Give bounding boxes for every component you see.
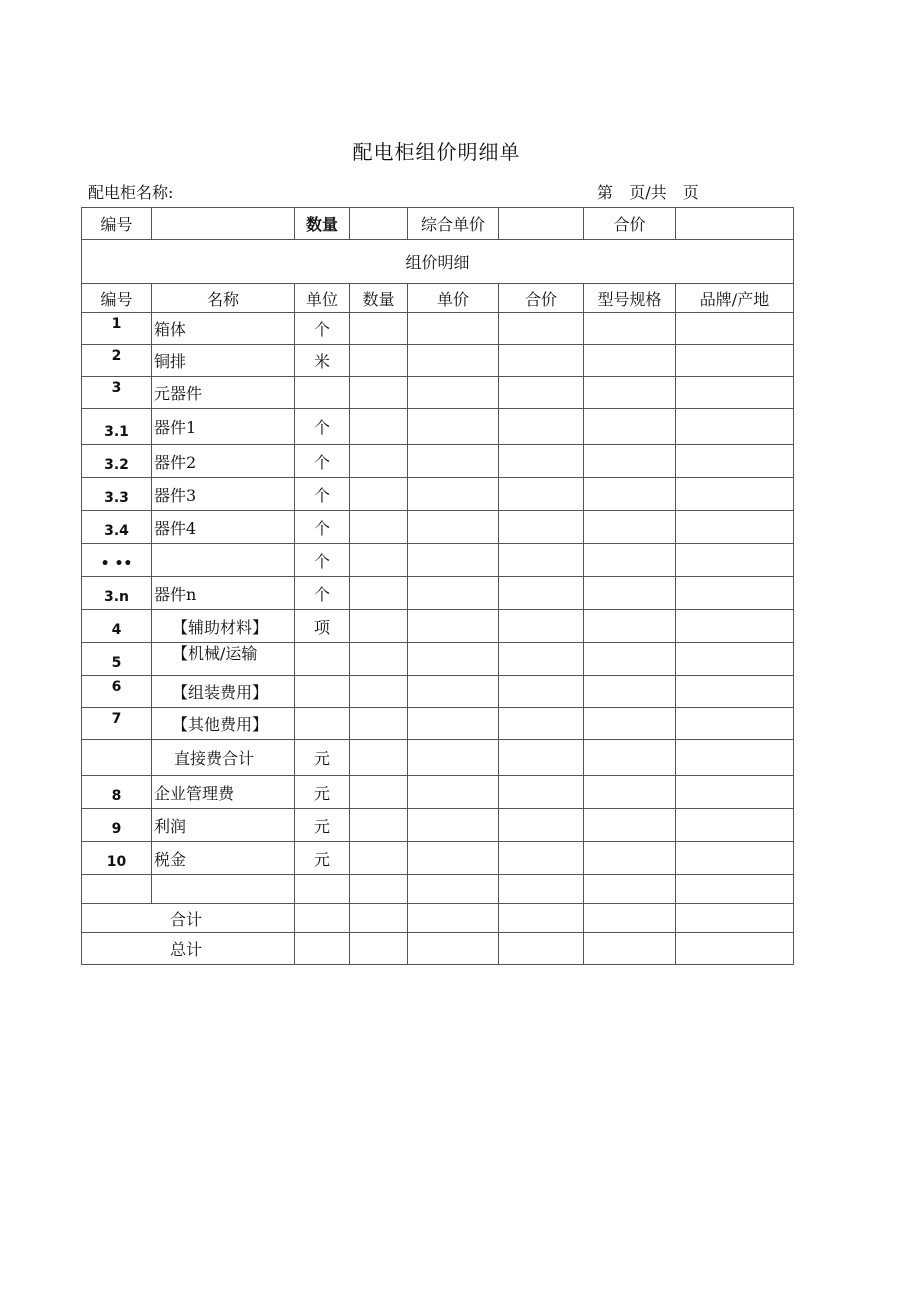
row-unit-price[interactable] [408, 875, 499, 904]
row-unit: 个 [295, 409, 350, 445]
table-row [82, 478, 794, 511]
col-header-brand-origin: 品牌/产地 [676, 284, 794, 313]
row-total[interactable] [499, 610, 584, 643]
row-qty[interactable] [350, 478, 408, 511]
table-row [82, 445, 794, 478]
row-qty[interactable] [350, 842, 408, 875]
grand-total-unit-price[interactable] [408, 933, 499, 965]
table-row [82, 740, 794, 776]
row-total[interactable] [499, 478, 584, 511]
row-name: 箱体 [152, 313, 295, 345]
row-brand-origin[interactable] [676, 345, 794, 377]
row-total[interactable] [499, 345, 584, 377]
row-unit: 个 [295, 313, 350, 345]
row-qty[interactable] [350, 740, 408, 776]
grand-total-brand-origin[interactable] [676, 933, 794, 965]
page-suffix: 页 [682, 183, 699, 202]
row-total[interactable] [499, 511, 584, 544]
grand-total-unit[interactable] [295, 933, 350, 965]
row-model-spec[interactable] [584, 345, 676, 377]
row-no: • •• [82, 544, 152, 577]
summary-total-value[interactable] [676, 208, 794, 240]
row-total[interactable] [499, 842, 584, 875]
row-unit-price[interactable] [408, 610, 499, 643]
row-total[interactable] [499, 875, 584, 904]
row-unit [295, 676, 350, 708]
row-qty[interactable] [350, 445, 408, 478]
page-title: 配电柜组价明细单 [352, 140, 521, 164]
cost-detail-table [81, 207, 794, 965]
row-unit [295, 643, 350, 676]
subtotal-model-spec[interactable] [584, 904, 676, 933]
row-no: 3.4 [82, 511, 152, 544]
row-total[interactable] [499, 377, 584, 409]
row-brand-origin[interactable] [676, 478, 794, 511]
table-row [82, 577, 794, 610]
row-qty[interactable] [350, 511, 408, 544]
row-no [82, 740, 152, 776]
col-header-model-spec: 型号规格 [584, 284, 676, 313]
row-unit-price[interactable] [408, 740, 499, 776]
row-brand-origin[interactable] [676, 875, 794, 904]
row-unit: 个 [295, 478, 350, 511]
col-header-total: 合价 [499, 284, 584, 313]
row-qty[interactable] [350, 610, 408, 643]
row-unit: 个 [295, 445, 350, 478]
row-brand-origin[interactable] [676, 676, 794, 708]
row-name: 利润 [152, 809, 295, 842]
row-name: 器件2 [152, 445, 295, 478]
row-no: 3.n [82, 577, 152, 610]
row-total[interactable] [499, 544, 584, 577]
row-total[interactable] [499, 643, 584, 676]
row-model-spec[interactable] [584, 377, 676, 409]
row-no [82, 875, 152, 904]
row-unit-price[interactable] [408, 842, 499, 875]
row-no: 5 [82, 643, 152, 676]
row-qty[interactable] [350, 776, 408, 809]
row-total[interactable] [499, 708, 584, 740]
table-row [82, 409, 794, 445]
row-brand-origin[interactable] [676, 842, 794, 875]
row-unit-price[interactable] [408, 676, 499, 708]
row-qty[interactable] [350, 676, 408, 708]
row-name: 直接费合计 [152, 740, 295, 776]
summary-no-label: 编号 [82, 208, 152, 240]
col-header-unit: 单位 [295, 284, 350, 313]
row-model-spec[interactable] [584, 875, 676, 904]
row-unit-price[interactable] [408, 313, 499, 345]
row-name: 器件4 [152, 511, 295, 544]
row-no: 10 [82, 842, 152, 875]
row-qty[interactable] [350, 377, 408, 409]
row-unit: 元 [295, 776, 350, 809]
subtotal-unit-price[interactable] [408, 904, 499, 933]
column-header-row [82, 284, 794, 313]
row-unit-price[interactable] [408, 776, 499, 809]
row-brand-origin[interactable] [676, 577, 794, 610]
row-unit [295, 875, 350, 904]
row-qty[interactable] [350, 809, 408, 842]
subtotal-unit[interactable] [295, 904, 350, 933]
row-no: 3 [82, 377, 152, 409]
subtotal-row [82, 904, 794, 933]
row-model-spec[interactable] [584, 740, 676, 776]
summary-qty-value[interactable] [350, 208, 408, 240]
grand-total-label: 总计 [82, 933, 295, 965]
row-total[interactable] [499, 577, 584, 610]
table-row [82, 377, 794, 409]
row-name: 【机械/运输 [152, 643, 295, 676]
row-unit: 项 [295, 610, 350, 643]
row-model-spec[interactable] [584, 610, 676, 643]
row-model-spec[interactable] [584, 676, 676, 708]
row-name: 税金 [152, 842, 295, 875]
col-header-name: 名称 [152, 284, 295, 313]
row-model-spec[interactable] [584, 445, 676, 478]
row-qty[interactable] [350, 875, 408, 904]
row-unit-price[interactable] [408, 377, 499, 409]
row-no: 8 [82, 776, 152, 809]
row-total[interactable] [499, 676, 584, 708]
row-unit: 个 [295, 511, 350, 544]
row-qty[interactable] [350, 708, 408, 740]
row-model-spec[interactable] [584, 809, 676, 842]
summary-no-value[interactable] [152, 208, 295, 240]
table-row [82, 776, 794, 809]
row-brand-origin[interactable] [676, 708, 794, 740]
table-row [82, 809, 794, 842]
row-qty[interactable] [350, 643, 408, 676]
row-brand-origin[interactable] [676, 377, 794, 409]
row-total[interactable] [499, 445, 584, 478]
row-qty[interactable] [350, 544, 408, 577]
cabinet-name-label: 配电柜名称: [88, 183, 174, 202]
grand-total-qty[interactable] [350, 933, 408, 965]
row-brand-origin[interactable] [676, 544, 794, 577]
table-row [82, 544, 794, 577]
row-unit [295, 708, 350, 740]
col-header-no: 编号 [82, 284, 152, 313]
row-model-spec[interactable] [584, 776, 676, 809]
subtotal-brand-origin[interactable] [676, 904, 794, 933]
row-name: 器件n [152, 577, 295, 610]
row-unit: 米 [295, 345, 350, 377]
row-unit-price[interactable] [408, 643, 499, 676]
row-brand-origin[interactable] [676, 445, 794, 478]
summary-row [82, 208, 794, 240]
row-unit: 元 [295, 809, 350, 842]
row-total[interactable] [499, 776, 584, 809]
table-row [82, 313, 794, 345]
summary-qty-label: 数量 [295, 208, 350, 240]
row-name: 【其他费用】 [152, 708, 295, 740]
section-title: 组价明细 [82, 240, 794, 284]
row-unit: 元 [295, 740, 350, 776]
row-brand-origin[interactable] [676, 313, 794, 345]
row-unit: 个 [295, 577, 350, 610]
table-row [82, 345, 794, 377]
row-unit: 个 [295, 544, 350, 577]
row-no: 3.2 [82, 445, 152, 478]
row-name: 元器件 [152, 377, 295, 409]
subtotal-qty[interactable] [350, 904, 408, 933]
row-total[interactable] [499, 809, 584, 842]
grand-total-model-spec[interactable] [584, 933, 676, 965]
row-model-spec[interactable] [584, 313, 676, 345]
row-unit-price[interactable] [408, 708, 499, 740]
row-model-spec[interactable] [584, 409, 676, 445]
row-model-spec[interactable] [584, 577, 676, 610]
row-brand-origin[interactable] [676, 776, 794, 809]
row-name: 铜排 [152, 345, 295, 377]
row-name: 【辅助材料】 [152, 610, 295, 643]
row-unit-price[interactable] [408, 445, 499, 478]
section-header-row [82, 240, 794, 284]
grand-total-total[interactable] [499, 933, 584, 965]
row-model-spec[interactable] [584, 478, 676, 511]
row-name: 器件3 [152, 478, 295, 511]
table-row [82, 708, 794, 740]
row-name: 【组装费用】 [152, 676, 295, 708]
row-unit-price[interactable] [408, 511, 499, 544]
row-no: 1 [82, 313, 152, 345]
page-info [597, 180, 699, 203]
subtotal-label: 合计 [82, 904, 295, 933]
table-row [82, 676, 794, 708]
row-brand-origin[interactable] [676, 740, 794, 776]
page-prefix: 第 [597, 183, 614, 202]
subtotal-total[interactable] [499, 904, 584, 933]
row-unit-price[interactable] [408, 345, 499, 377]
row-brand-origin[interactable] [676, 409, 794, 445]
row-unit-price[interactable] [408, 809, 499, 842]
col-header-unit-price: 单价 [408, 284, 499, 313]
row-name: 器件1 [152, 409, 295, 445]
row-total[interactable] [499, 740, 584, 776]
row-qty[interactable] [350, 345, 408, 377]
table-row [82, 842, 794, 875]
row-unit-price[interactable] [408, 409, 499, 445]
summary-total-label: 合价 [584, 208, 676, 240]
table-row [82, 610, 794, 643]
summary-unit-price-label: 综合单价 [408, 208, 499, 240]
row-no: 7 [82, 708, 152, 740]
row-model-spec[interactable] [584, 842, 676, 875]
row-no: 9 [82, 809, 152, 842]
row-unit-price[interactable] [408, 544, 499, 577]
row-brand-origin[interactable] [676, 809, 794, 842]
row-unit: 元 [295, 842, 350, 875]
row-name [152, 875, 295, 904]
table-row [82, 875, 794, 904]
row-brand-origin[interactable] [676, 643, 794, 676]
row-qty[interactable] [350, 313, 408, 345]
row-qty[interactable] [350, 577, 408, 610]
summary-unit-price-value[interactable] [499, 208, 584, 240]
row-unit-price[interactable] [408, 478, 499, 511]
row-no: 4 [82, 610, 152, 643]
row-unit-price[interactable] [408, 577, 499, 610]
row-no: 3.3 [82, 478, 152, 511]
row-no: 3.1 [82, 409, 152, 445]
row-qty[interactable] [350, 409, 408, 445]
row-unit [295, 377, 350, 409]
row-name: 企业管理费 [152, 776, 295, 809]
table-row [82, 643, 794, 676]
grand-total-row [82, 933, 794, 965]
row-name [152, 544, 295, 577]
row-total[interactable] [499, 313, 584, 345]
col-header-qty: 数量 [350, 284, 408, 313]
row-model-spec[interactable] [584, 511, 676, 544]
page-middle: 页/共 [629, 183, 667, 202]
row-model-spec[interactable] [584, 708, 676, 740]
row-brand-origin[interactable] [676, 610, 794, 643]
row-brand-origin[interactable] [676, 511, 794, 544]
table-row [82, 511, 794, 544]
row-model-spec[interactable] [584, 544, 676, 577]
row-no: 2 [82, 345, 152, 377]
row-no: 6 [82, 676, 152, 708]
row-total[interactable] [499, 409, 584, 445]
row-model-spec[interactable] [584, 643, 676, 676]
